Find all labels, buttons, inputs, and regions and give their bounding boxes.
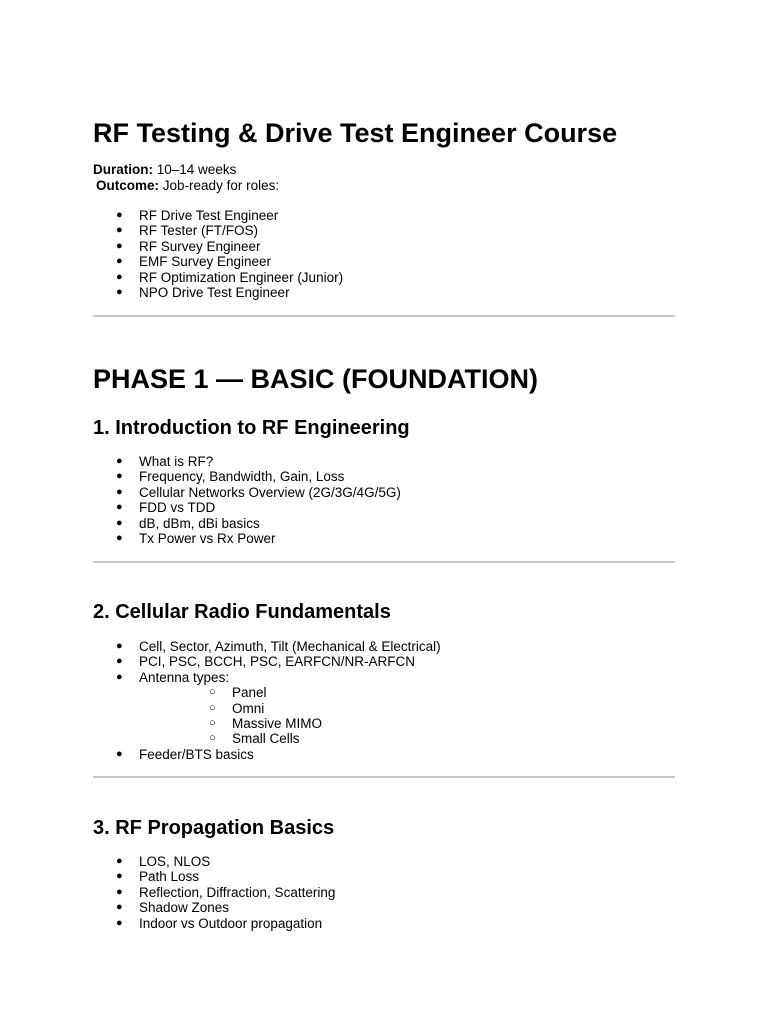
bullet-icon: ● (116, 470, 123, 483)
bullet-icon: ● (116, 455, 123, 467)
bullet-icon: ● (116, 885, 123, 898)
antenna-types-list (139, 685, 441, 747)
list-item: ● Tx Power vs Rx Power (116, 531, 276, 547)
list-item: ● PCI, PSC, BCCH, PSC, EARFCN/NR-ARFCN (116, 654, 416, 670)
list-item: ● RF Optimization Engineer (Junior) (116, 269, 344, 285)
list-item: ● Shadow Zones (116, 900, 230, 916)
list-item: ○ Massive MIMO (209, 716, 323, 732)
list-item: ● What is RF? (116, 454, 214, 469)
list-item: ● LOS, NLOS (116, 854, 211, 869)
list-item: ● dB, dBm, dBi basics (116, 515, 260, 531)
bullet-icon: ● (116, 255, 123, 268)
horizontal-divider (93, 315, 675, 317)
list-item: ● NPO Drive Test Engineer (116, 285, 290, 301)
list-item: ● Path Loss (116, 869, 200, 885)
roles-list (93, 208, 343, 300)
list-item: ● EMF Survey Engineer (116, 254, 272, 270)
list-item: ● FDD vs TDD (116, 500, 216, 516)
bullet-icon: ● (116, 224, 123, 237)
bullet-icon: ● (116, 516, 123, 529)
list-item: ● Indoor vs Outdoor propagation (116, 915, 323, 931)
bullet-icon: ● (116, 670, 123, 683)
bullet-icon: ● (116, 916, 123, 929)
list-item: ● Feeder/BTS basics (116, 746, 254, 762)
list-item: ● RF Tester (FT/FOS) (116, 223, 259, 239)
circle-bullet-icon: ○ (209, 732, 216, 745)
bullet-icon: ● (116, 870, 123, 883)
section-title: 1. Introduction to RF Engineering (93, 417, 410, 439)
list-item: ● Antenna types: ○ Panel ○ Omni ○ Massive MIMO ○ Small Cells (93, 670, 441, 747)
horizontal-divider (93, 776, 675, 778)
list-item: ○ Small Cells (209, 731, 300, 747)
section-list (93, 854, 335, 931)
outcome-value: Job-ready for roles: (162, 178, 280, 193)
section-title: 2. Cellular Radio Fundamentals (93, 601, 391, 623)
duration-label: Duration: (93, 162, 153, 177)
bullet-icon: ● (116, 501, 123, 514)
horizontal-divider (93, 561, 675, 563)
bullet-icon: ● (116, 855, 123, 867)
circle-bullet-icon: ○ (209, 686, 216, 699)
section-title: 3. RF Propagation Basics (93, 817, 335, 839)
list-item: ○ Omni (209, 700, 265, 716)
list-item: ● Cell, Sector, Azimuth, Tilt (Mechanical & Electrical) (116, 639, 441, 654)
list-item: ● RF Drive Test Engineer (116, 208, 279, 223)
section-list (93, 454, 401, 546)
bullet-icon: ● (116, 209, 123, 221)
bullet-icon: ● (116, 655, 123, 668)
bullet-icon: ● (116, 640, 123, 652)
circle-bullet-icon: ○ (209, 717, 216, 730)
phase-title: PHASE 1 — BASIC (FOUNDATION) (93, 364, 539, 394)
list-item: ○ Panel (209, 685, 267, 701)
bullet-icon: ● (116, 747, 123, 760)
list-item: ● RF Survey Engineer (116, 238, 261, 254)
outcome-line (96, 178, 279, 194)
bullet-icon: ● (116, 901, 123, 914)
bullet-icon: ● (116, 532, 123, 545)
bullet-icon: ● (116, 485, 123, 498)
circle-bullet-icon: ○ (209, 701, 216, 714)
bullet-icon: ● (116, 270, 123, 283)
section-list (93, 639, 441, 762)
list-item: ● Reflection, Diffraction, Scattering (116, 884, 336, 900)
duration-line (93, 162, 236, 178)
document-title: RF Testing & Drive Test Engineer Course (93, 118, 618, 148)
list-item: ● Cellular Networks Overview (2G/3G/4G/5G) (116, 484, 401, 500)
outcome-label: Outcome: (96, 178, 160, 193)
list-item: ● Frequency, Bandwidth, Gain, Loss (116, 469, 345, 485)
duration-value: 10–14 weeks (156, 162, 237, 177)
bullet-icon: ● (116, 286, 123, 299)
bullet-icon: ● (116, 239, 123, 252)
